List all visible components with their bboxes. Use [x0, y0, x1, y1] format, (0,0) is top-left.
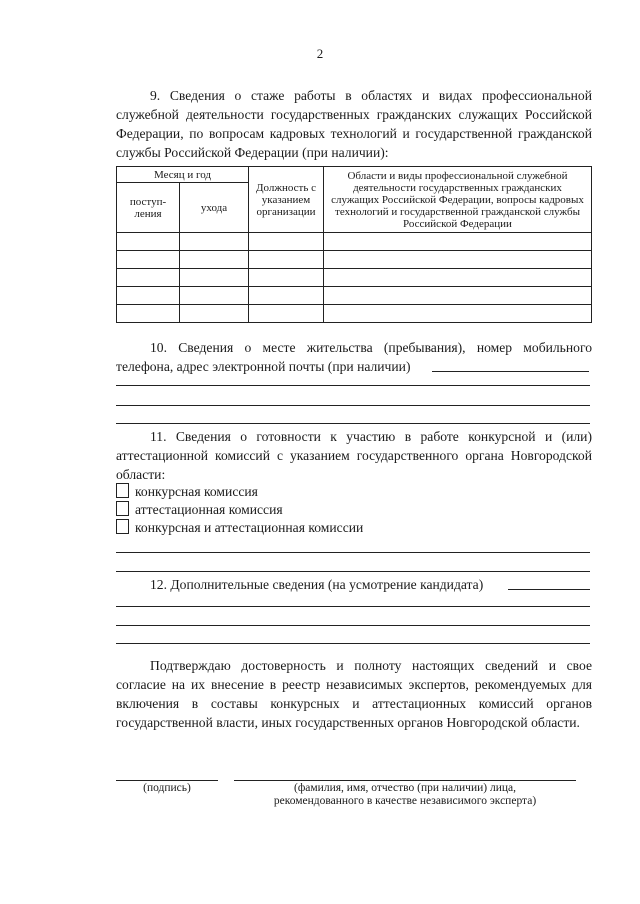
- option-both[interactable]: [116, 519, 363, 536]
- table-cell[interactable]: [180, 269, 249, 287]
- table-cell[interactable]: [117, 287, 180, 305]
- table-cell[interactable]: [180, 305, 249, 323]
- contact-input-line-1[interactable]: [432, 371, 589, 372]
- table-cell[interactable]: [249, 305, 324, 323]
- option-attestation[interactable]: [116, 501, 283, 518]
- table-row: [117, 287, 592, 305]
- contact-input-line-2[interactable]: [116, 385, 590, 386]
- contact-input-line-3[interactable]: [116, 405, 590, 406]
- section12-block: [116, 575, 592, 594]
- table-cell[interactable]: [180, 287, 249, 305]
- table-cell[interactable]: [249, 287, 324, 305]
- option-competition[interactable]: [116, 483, 258, 500]
- experience-table: [116, 166, 592, 323]
- section10-line1: 10. Сведения о месте жительства (пребывания), номер мобильного: [150, 340, 592, 355]
- section10-line2: телефона, адрес электронной почты (при наличии): [116, 359, 411, 374]
- contact-input-line-4[interactable]: [116, 423, 590, 424]
- section9-heading: [116, 86, 592, 162]
- checkbox-attestation[interactable]: [116, 501, 129, 516]
- table-row: [117, 251, 592, 269]
- checkbox-competition[interactable]: [116, 483, 129, 498]
- page-number: 2: [316, 46, 324, 61]
- section12-text: 12. Дополнительные сведения (на усмотрение кандидата): [150, 577, 484, 592]
- commission-input-line-1[interactable]: [116, 552, 590, 553]
- additional-input-line-2[interactable]: [116, 606, 590, 607]
- table-cell[interactable]: [324, 269, 592, 287]
- signature-caption: (подпись): [143, 782, 191, 794]
- section10-line2-block: [116, 357, 592, 376]
- table-body: [117, 233, 592, 323]
- checkbox-both[interactable]: [116, 519, 129, 534]
- name-line[interactable]: [234, 780, 576, 781]
- table-cell[interactable]: [180, 251, 249, 269]
- areas-header: Области и виды профессиональной служебной деятельности государственных гражданских служащих Российской Федерации, вопросы кадровых технологий и государственной гражданской службы Российской Федерации: [324, 167, 592, 233]
- section10-line1-block: [116, 338, 592, 357]
- position-header: Должность с указанием организации: [249, 167, 324, 233]
- commission-input-line-2[interactable]: [116, 571, 590, 572]
- additional-input-line-1[interactable]: [508, 589, 590, 590]
- option-competition-label: конкурсная комиссия: [135, 484, 258, 499]
- table-row: [117, 269, 592, 287]
- option-both-label: конкурсная и аттестационная комиссии: [135, 520, 364, 535]
- month-year-header: Месяц и год: [117, 167, 249, 183]
- table-cell[interactable]: [249, 251, 324, 269]
- table-cell[interactable]: [324, 287, 592, 305]
- entry-header: поступ- ления: [117, 183, 180, 233]
- section9-text: 9. Сведения о стаже работы в областях и видах профессиональной служебной деятельности государственных гражданских служащих Российской Федерации, по вопросам кадровых технологий и государственной гражданской службы Российской Федерации (при наличии):: [116, 88, 592, 160]
- additional-input-line-3[interactable]: [116, 625, 590, 626]
- option-attestation-label: аттестационная комиссия: [135, 502, 283, 517]
- signature-line[interactable]: [116, 780, 218, 781]
- confirmation-text: Подтверждаю достоверность и полноту настоящих сведений и свое согласие на их внесение в реестр независимых экспертов, рекомендуемых для включения в составы конкурсных и аттестационных комиссий органов государственной власти, иных государственных органов Новгородской области.: [116, 658, 592, 730]
- table-cell[interactable]: [117, 233, 180, 251]
- table-cell[interactable]: [324, 305, 592, 323]
- name-caption-line2: рекомендованного в качестве независимого эксперта): [273, 795, 537, 807]
- additional-input-line-4[interactable]: [116, 643, 590, 644]
- section11-block: [116, 427, 592, 484]
- exit-header: ухода: [180, 183, 249, 233]
- table-cell[interactable]: [117, 251, 180, 269]
- table-cell[interactable]: [249, 269, 324, 287]
- table-cell[interactable]: [249, 233, 324, 251]
- table-row: [117, 233, 592, 251]
- table-cell[interactable]: [180, 233, 249, 251]
- name-caption-line1: (фамилия, имя, отчество (при наличии) лица,: [294, 782, 516, 794]
- section11-text: 11. Сведения о готовности к участию в работе конкурсной и (или) аттестационной комиссий с указанием государственного органа Новгородской области:: [116, 429, 592, 482]
- confirmation-block: [116, 656, 592, 732]
- table-cell[interactable]: [117, 305, 180, 323]
- table-row: [117, 305, 592, 323]
- table-cell[interactable]: [324, 251, 592, 269]
- table-cell[interactable]: [324, 233, 592, 251]
- table-cell[interactable]: [117, 269, 180, 287]
